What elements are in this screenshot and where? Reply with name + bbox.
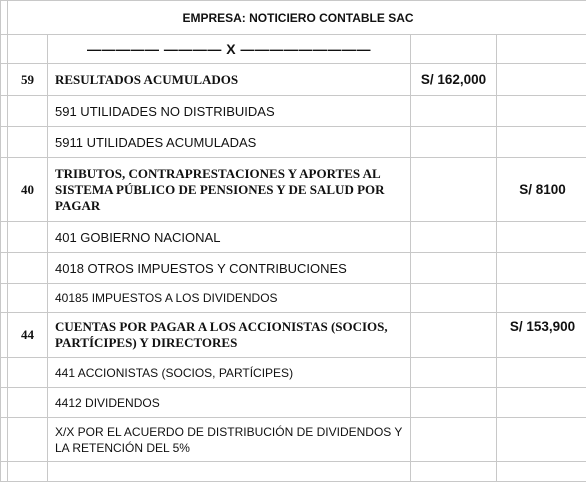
edge-cell bbox=[1, 358, 8, 388]
credit-amount bbox=[497, 222, 586, 253]
debit-cell bbox=[411, 35, 497, 64]
account-name: 4412 DIVIDENDOS bbox=[48, 388, 411, 418]
account-code bbox=[8, 253, 48, 284]
entry-separator-row bbox=[1, 35, 586, 64]
credit-amount bbox=[497, 64, 586, 96]
table-row bbox=[1, 127, 586, 158]
debit-amount bbox=[411, 358, 497, 388]
edge-cell bbox=[1, 222, 8, 253]
credit-amount: S/ 8100 bbox=[497, 158, 586, 222]
debit-amount: S/ 162,000 bbox=[411, 64, 497, 96]
edge-cell bbox=[1, 127, 8, 158]
company-title: EMPRESA: NOTICIERO CONTABLE SAC bbox=[8, 1, 586, 35]
account-code: 59 bbox=[8, 64, 48, 96]
account-name: 591 UTILIDADES NO DISTRIBUIDAS bbox=[48, 96, 411, 127]
account-code bbox=[8, 96, 48, 127]
edge-cell bbox=[1, 1, 8, 35]
credit-amount bbox=[497, 388, 586, 418]
account-code bbox=[8, 418, 48, 462]
table-row bbox=[1, 313, 586, 358]
debit-amount bbox=[411, 96, 497, 127]
table-row bbox=[1, 388, 586, 418]
account-code: 44 bbox=[8, 313, 48, 358]
credit-amount: S/ 153,900 bbox=[497, 313, 586, 358]
credit-amount bbox=[497, 96, 586, 127]
edge-cell bbox=[1, 35, 8, 64]
entry-gloss: X/X POR EL ACUERDO DE DISTRIBUCIÓN DE DIVIDENDOS Y LA RETENCIÓN DEL 5% bbox=[48, 418, 411, 462]
account-name: 5911 UTILIDADES ACUMULADAS bbox=[48, 127, 411, 158]
table-row bbox=[1, 253, 586, 284]
debit-amount bbox=[411, 284, 497, 313]
debit-amount bbox=[411, 418, 497, 462]
account-name: 4018 OTROS IMPUESTOS Y CONTRIBUCIONES bbox=[48, 253, 411, 284]
account-code bbox=[8, 127, 48, 158]
credit-amount bbox=[497, 358, 586, 388]
table-row bbox=[1, 64, 586, 96]
edge-cell bbox=[1, 96, 8, 127]
edge-cell bbox=[1, 313, 8, 358]
debit-amount bbox=[411, 158, 497, 222]
account-code bbox=[8, 358, 48, 388]
credit-amount bbox=[497, 418, 586, 462]
edge-cell bbox=[1, 253, 8, 284]
edge-cell bbox=[1, 418, 8, 462]
account-code bbox=[8, 388, 48, 418]
edge-cell bbox=[1, 64, 8, 96]
edge-cell bbox=[1, 284, 8, 313]
account-name: CUENTAS POR PAGAR A LOS ACCIONISTAS (SOCIOS, PARTÍCIPES) Y DIRECTORES bbox=[48, 313, 411, 358]
credit-cell bbox=[497, 35, 586, 64]
account-name: TRIBUTOS, CONTRAPRESTACIONES Y APORTES AL SISTEMA PÚBLICO DE PENSIONES Y DE SALUD POR PAGAR bbox=[48, 158, 411, 222]
entry-separator: ————— ———— X ————————— bbox=[48, 35, 411, 64]
account-name: 441 ACCIONISTAS (SOCIOS, PARTÍCIPES) bbox=[48, 358, 411, 388]
debit-amount bbox=[411, 253, 497, 284]
debit-amount bbox=[411, 127, 497, 158]
debit-amount bbox=[411, 388, 497, 418]
edge-cell bbox=[1, 158, 8, 222]
code-cell bbox=[8, 35, 48, 64]
account-name: 40185 IMPUESTOS A LOS DIVIDENDOS bbox=[48, 284, 411, 313]
table-row bbox=[1, 158, 586, 222]
credit-amount bbox=[497, 127, 586, 158]
credit-amount bbox=[497, 253, 586, 284]
table-row bbox=[1, 418, 586, 462]
account-code bbox=[8, 222, 48, 253]
table-row bbox=[1, 222, 586, 253]
account-name: 401 GOBIERNO NACIONAL bbox=[48, 222, 411, 253]
account-code: 40 bbox=[8, 158, 48, 222]
debit-amount bbox=[411, 313, 497, 358]
table-row bbox=[1, 96, 586, 127]
table-row bbox=[1, 284, 586, 313]
company-header-row bbox=[1, 1, 586, 35]
account-code bbox=[8, 284, 48, 313]
credit-amount bbox=[497, 284, 586, 313]
debit-amount bbox=[411, 222, 497, 253]
edge-cell bbox=[1, 388, 8, 418]
table-row bbox=[1, 358, 586, 388]
account-name: RESULTADOS ACUMULADOS bbox=[48, 64, 411, 96]
